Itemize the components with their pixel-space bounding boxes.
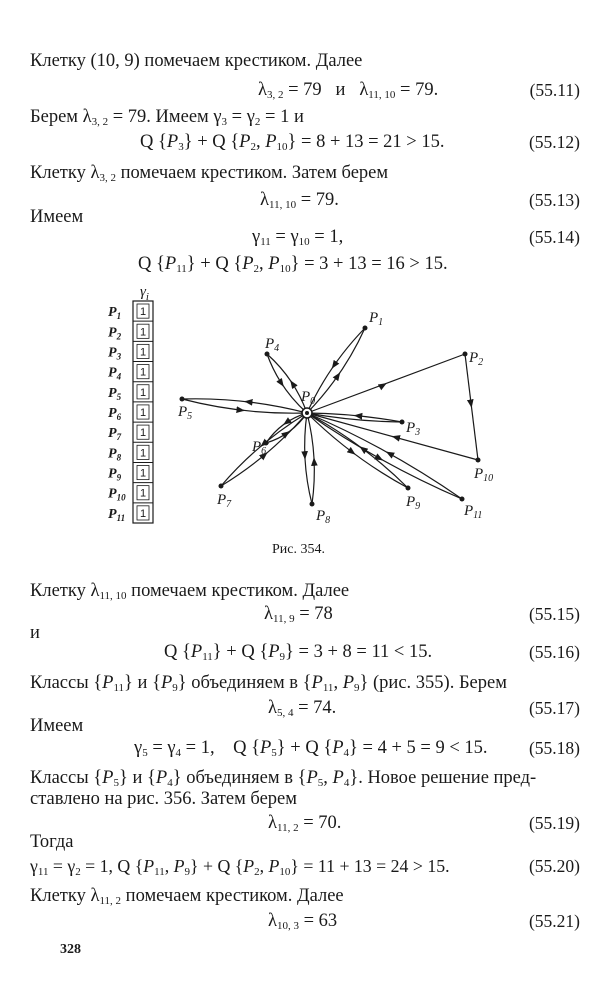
equation-number: (55.11) — [529, 80, 580, 100]
gamma-row-label: $P_9$ — [108, 466, 122, 483]
text-line: Берем $\lambda_{3, 2} = 79$. Имеем $\gamma_3 = \gamma_2 = 1$ и — [30, 107, 304, 128]
gamma-row-label: $P_7$ — [108, 426, 122, 443]
gamma-row-label: $P_3$ — [108, 345, 122, 362]
node-label: $P_8$ — [316, 508, 331, 526]
graph-edge — [336, 373, 339, 378]
graph-node — [406, 486, 411, 491]
equation-55-20: $\gamma_{11} = \gamma_2 = 1$, Q {$P_{11}$, $P_9\} + Q$ {$P_2$, $P_{10}\} = 11 + 13 = 24 > 15$. — [30, 856, 450, 878]
graph-edge — [355, 416, 361, 417]
node-label: $P_2$ — [469, 350, 484, 368]
equation-number: (55.21) — [528, 911, 580, 931]
equation-number: (55.17) — [528, 698, 580, 718]
equation-55-18: $\gamma_5 = \gamma_4 = 1$, Q $\{P_5\} + Q$ $\{P_4\} = 4 + 5 = 9 < 15$. — [134, 738, 488, 759]
gamma-row-label: $P_{10}$ — [108, 486, 126, 503]
gamma-row-value: 1 — [139, 386, 147, 399]
node-label: $P_6$ — [252, 439, 267, 457]
graph-edge — [307, 328, 365, 413]
gamma-row-value: 1 — [139, 326, 147, 339]
node-label: $P_0$ — [301, 389, 316, 407]
text-line: Клетку $\lambda_{3, 2}$ помечаем крестиком. Затем берем — [30, 163, 389, 184]
gamma-row-value: 1 — [139, 427, 147, 440]
graph-edge — [280, 381, 283, 386]
gamma-row-label: $P_4$ — [108, 365, 122, 382]
gamma-row-label: $P_2$ — [108, 325, 122, 342]
equation-55-21: $\lambda_{10, 3} = 63$ — [268, 911, 338, 932]
node-label: $P_1$ — [369, 310, 384, 328]
graph-edge — [284, 421, 289, 425]
text-line: Классы $\{P_5\}$ и $\{P_4\}$ объединяем в {$P_5$, $P_4$}. Новое решение пред- — [30, 768, 537, 789]
equation-number: (55.14) — [528, 227, 580, 247]
graph-edge — [377, 457, 382, 460]
graph-edge — [393, 437, 399, 439]
graph-node — [463, 352, 468, 357]
graph-node — [265, 352, 270, 357]
graph-node — [219, 484, 224, 489]
node-label: $P_3$ — [406, 420, 421, 438]
text-line: Имеем — [30, 207, 84, 227]
equation-number: (55.12) — [528, 132, 580, 152]
text-line: Клетку (10, 9) помечаем крестиком. Далее — [30, 51, 363, 71]
equation-55-15: $\lambda_{11, 9} = 78$ — [264, 604, 333, 625]
gamma-row-label: $P_8$ — [108, 446, 122, 463]
graph-node — [363, 326, 368, 331]
gamma-row-value: 1 — [139, 366, 147, 379]
graph-edge — [307, 328, 365, 413]
equation-number: (55.16) — [528, 642, 580, 662]
depot-node-center — [305, 411, 309, 415]
text-line: Классы $\{P_{11}\}$ и $\{P_9\}$ объединяем в {$P_{11}$, $P_9$} (рис. 355). Берем — [30, 673, 507, 694]
figure-caption: Рис. 354. — [272, 542, 325, 557]
equation-number: (55.15) — [528, 604, 580, 624]
graph-edge — [291, 381, 294, 386]
equation-number: (55.20) — [528, 856, 580, 876]
graph-edge — [307, 413, 314, 504]
node-label: $P_{11}$ — [464, 503, 483, 521]
graph-node — [264, 441, 269, 446]
equation-55-13: $\lambda_{11, 10} = 79$. — [260, 190, 339, 211]
node-label: $P_5$ — [178, 404, 193, 422]
text-line: Клетку $\lambda_{11, 2}$ помечаем крестиком. Далее — [30, 886, 344, 907]
node-label: $P_7$ — [217, 492, 232, 510]
gamma-row-label: $P_1$ — [108, 305, 122, 322]
graph — [177, 310, 493, 526]
gamma-row-value: 1 — [139, 507, 147, 520]
gamma-row-value: 1 — [139, 407, 147, 419]
gamma-row-value: 1 — [139, 467, 147, 480]
graph-edge — [332, 363, 335, 368]
gamma-row-value: 1 — [139, 447, 147, 460]
equation-55-14: $\gamma_{11} = \gamma_{10} = 1$, — [252, 227, 344, 248]
graph-edge — [387, 452, 392, 455]
text-line: Тогда — [30, 832, 74, 852]
text-line: Клетку $\lambda_{11, 10}$ помечаем крестиком. Далее — [30, 581, 350, 602]
equation-55-11: $\lambda_{3, 2} = 79$ и $\lambda_{11, 10} = 79$. — [258, 80, 439, 101]
gamma-row-value: 1 — [139, 346, 147, 359]
equation-55-17: $\lambda_{5, 4} = 74$. — [268, 698, 337, 719]
graph-node — [180, 397, 185, 402]
equation-55-14-b: Q $\{P_{11}\} + Q$ {$P_2$, $P_{10}\} = 3 + 13 = 16 > 15$. — [138, 254, 448, 275]
graph-node — [460, 497, 465, 502]
graph-edge — [307, 413, 408, 488]
graph-node — [476, 458, 481, 463]
equation-number: (55.13) — [528, 190, 580, 210]
graph-edge — [307, 413, 408, 488]
gamma-header-label: $\gamma_i$ — [140, 284, 149, 303]
text-line: Имеем — [30, 716, 84, 736]
node-label: $P_4$ — [265, 336, 280, 354]
equation-55-19: $\lambda_{11, 2} = 70$. — [268, 813, 342, 834]
figure-354 — [100, 278, 520, 538]
gamma-row-label: $P_{11}$ — [108, 506, 126, 523]
graph-edge — [305, 413, 312, 504]
gamma-row-label: $P_6$ — [108, 406, 122, 422]
node-label: $P_9$ — [406, 494, 421, 512]
text-line: ставлено на рис. 356. Затем берем — [30, 789, 297, 809]
node-label: $P_{10}$ — [474, 466, 494, 484]
equation-55-12: Q $\{P_3\} + Q$ {$P_2$, $P_{10}\} = 8 + 13 = 21 > 15$. — [140, 132, 445, 153]
page-number: 328 — [60, 942, 81, 957]
gamma-row-value: 1 — [139, 306, 147, 319]
graph-node — [310, 502, 315, 507]
gamma-row-label: $P_5$ — [108, 385, 122, 402]
graph-edge — [238, 410, 244, 411]
gamma-row-value: 1 — [139, 487, 147, 500]
text-line: и — [30, 623, 40, 643]
graph-edge — [245, 402, 251, 403]
graph-edge — [350, 451, 355, 455]
equation-55-16: Q $\{P_{11}\} + Q$ $\{P_9\} = 3 + 8 = 11 < 15$. — [164, 642, 433, 663]
equation-number: (55.19) — [528, 813, 580, 833]
graph-node — [400, 420, 405, 425]
equation-number: (55.18) — [528, 738, 580, 758]
